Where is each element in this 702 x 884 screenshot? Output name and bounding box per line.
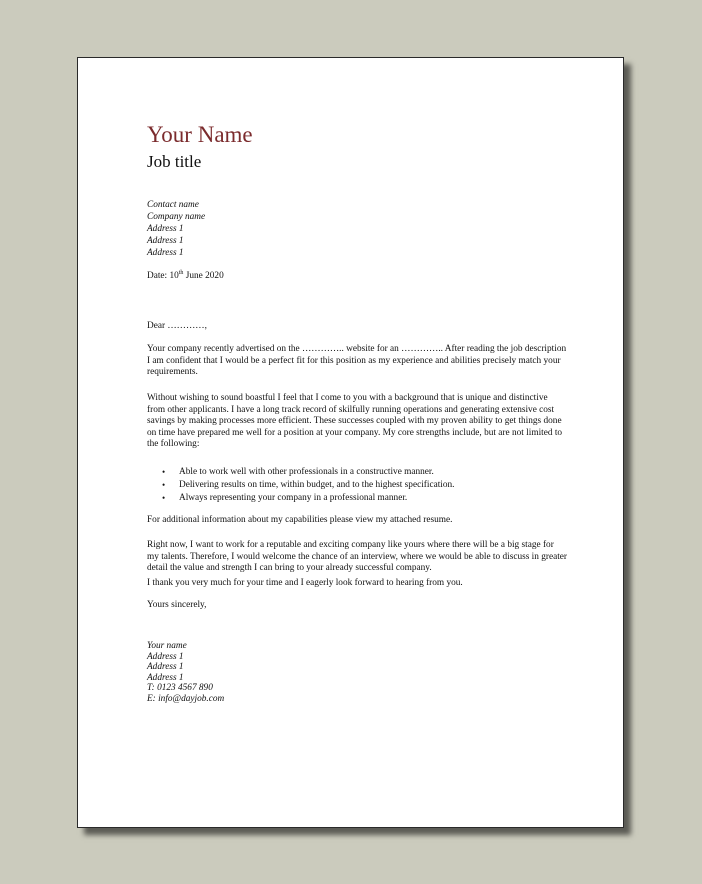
signature-phone: T: 0123 4567 890 (147, 683, 213, 694)
strengths-list (147, 466, 567, 504)
signature-address-line: Address 1 (147, 672, 184, 683)
date-prefix: Date: 10 (147, 271, 179, 281)
signature-block (147, 641, 567, 705)
list-item (147, 492, 567, 505)
recipient-address-line: Address 1 (147, 248, 184, 258)
letter-page (77, 57, 624, 828)
recipient-contact-name: Contact name (147, 200, 199, 210)
recipient-block (147, 199, 567, 259)
recipient-company-name: Company name (147, 212, 206, 222)
recipient-address-line: Address 1 (147, 224, 184, 234)
signature-email: E: info@dayjob.com (147, 693, 225, 704)
list-item-text: Able to work well with other professionals in a constructive manner. (179, 467, 434, 477)
list-item-text: Delivering results on time, within budget, and to the highest specification. (179, 479, 455, 490)
signature-address-line: Address 1 (147, 651, 184, 662)
job-title: Job title (147, 152, 202, 171)
paragraph-intro: Your company recently advertised on the ………….. website for an ………….. After reading the job description I am confident that I would be a perfect fit for this position as my experience and abilities precisely match your requirements. (147, 344, 567, 378)
list-item (147, 466, 567, 479)
recipient-address-line: Address 1 (147, 236, 184, 246)
date-rest: June 2020 (183, 271, 224, 281)
date-suffix: th (178, 269, 184, 276)
signature-address-line: Address 1 (147, 662, 184, 673)
paragraph-thanks: I thank you very much for your time and I eagerly look forward to hearing from you. (147, 578, 463, 588)
paragraph-resume: For additional information about my capabilities please view my attached resume. (147, 515, 453, 525)
list-item (147, 479, 567, 492)
letter-date (147, 270, 567, 282)
signature-name: Your name (147, 641, 187, 651)
salutation: Dear …………, (147, 321, 207, 331)
paragraph-background: Without wishing to sound boastful I feel that I come to you with a background that is unique and distinctive from other applicants. I have a long track record of skilfully running operations and generating extensive cost savings by making processes more efficient. These successes coupled with my proven ability to get things done on time have prepared me well for a position at your company. My core strengths include, but are not limited to the following: (147, 393, 563, 450)
bullet-icon: • (162, 492, 166, 503)
list-item-text: Always representing your company in a professional manner. (179, 492, 408, 503)
bullet-icon: • (162, 479, 166, 490)
closing: Yours sincerely, (147, 600, 207, 610)
applicant-name: Your Name (147, 122, 253, 147)
paragraph-interest: Right now, I want to work for a reputable and exciting company like yours where there will be a big stage for my talents. Therefore, I would welcome the chance of an interview, where we would be able to discuss in greater detail the value and strength I can bring to your already successful company. (147, 540, 568, 574)
bullet-icon: • (162, 467, 166, 477)
